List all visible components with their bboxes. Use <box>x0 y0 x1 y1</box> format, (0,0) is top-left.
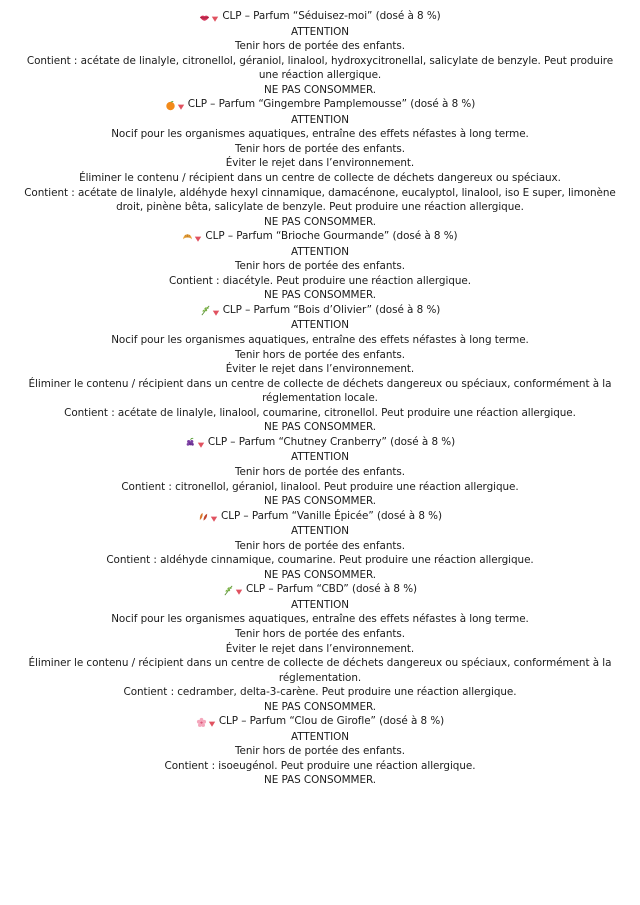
heading-icons <box>196 715 216 730</box>
triangle-down-icon <box>208 718 216 726</box>
contains-statement: Contient : aldéhyde cinnamique, coumarine. Peut produire une réaction allergique. <box>106 554 534 567</box>
hazard-statement: Tenir hors de portée des enfants. <box>234 348 406 361</box>
contains-statement: Contient : isoeugénol. Peut produire une réaction allergique. <box>164 759 476 772</box>
section-heading-text: CLP – Parfum “Vanille Épicée” (dosé à 8 %) <box>221 509 442 522</box>
hazard-statement: Tenir hors de portée des enfants. <box>234 539 406 552</box>
hazard-statement: Nocif pour les organismes aquatiques, entraîne des effets néfastes à long terme. <box>111 613 529 626</box>
hazard-statement: Tenir hors de portée des enfants. <box>234 260 406 273</box>
hazard-statement: Éliminer le contenu / récipient dans un centre de collecte de déchets dangereux ou spéciaux, conformément à la réglementation. <box>28 657 612 684</box>
signal-word: ATTENTION <box>290 598 350 611</box>
heading-icons <box>182 230 202 245</box>
do-not-consume-notice: NE PAS CONSOMMER. <box>263 774 377 787</box>
do-not-consume-notice: NE PAS CONSOMMER. <box>263 421 377 434</box>
contains-statement: Contient : diacétyle. Peut produire une réaction allergique. <box>168 274 471 287</box>
heading-icons <box>199 10 219 25</box>
heading-icons <box>198 510 218 525</box>
contains-statement: Contient : cedramber, delta-3-carène. Peut produire une réaction allergique. <box>123 686 517 699</box>
clp-section <box>18 9 622 97</box>
section-heading <box>18 97 622 113</box>
clp-section <box>18 435 622 509</box>
contains-statement: Contient : acétate de linalyle, linalool, coumarine, citronellol. Peut produire une réaction allergique. <box>64 406 576 419</box>
signal-word: ATTENTION <box>290 113 350 126</box>
section-heading-text: CLP – Parfum “Chutney Cranberry” (dosé à 8 %) <box>207 435 456 448</box>
heading-icons <box>165 98 185 113</box>
lips-icon <box>199 12 210 23</box>
orange-icon <box>165 100 176 111</box>
signal-word: ATTENTION <box>290 25 350 38</box>
do-not-consume-notice: NE PAS CONSOMMER. <box>263 83 377 96</box>
heading-icons <box>200 304 220 319</box>
hazard-statement: Tenir hors de portée des enfants. <box>234 745 406 758</box>
section-heading <box>18 229 622 245</box>
contains-statement: Contient : acétate de linalyle, aldéhyde hexyl cinnamique, damacénone, eucalyptol, linalool, iso E super, limonène droit, pinène bêta, salicylate de benzyle. Peut produire une réaction allergique. <box>24 186 616 214</box>
triangle-down-icon <box>235 586 243 594</box>
section-heading <box>18 435 622 451</box>
document-body <box>18 9 622 788</box>
hazard-statement: Tenir hors de portée des enfants. <box>234 142 406 155</box>
clp-section <box>18 229 622 303</box>
section-heading <box>18 582 622 598</box>
triangle-down-icon <box>211 13 219 21</box>
section-heading-text: CLP – Parfum “Brioche Gourmande” (dosé à 8 %) <box>205 230 458 243</box>
do-not-consume-notice: NE PAS CONSOMMER. <box>263 700 377 713</box>
do-not-consume-notice: NE PAS CONSOMMER. <box>263 495 377 508</box>
hazard-statement: Tenir hors de portée des enfants. <box>234 465 406 478</box>
hazard-statement: Éliminer le contenu / récipient dans un centre de collecte de déchets dangereux ou spéciaux, conformément à la réglementation locale. <box>28 377 612 405</box>
heading-icons <box>223 583 243 598</box>
section-heading-text: CLP – Parfum “CBD” (dosé à 8 %) <box>245 583 418 596</box>
herb-icon <box>223 585 234 596</box>
triangle-down-icon <box>210 513 218 521</box>
section-heading-text: CLP – Parfum “Clou de Girofle” (dosé à 8 %) <box>218 715 445 728</box>
triangle-down-icon <box>212 307 220 315</box>
signal-word: ATTENTION <box>290 730 350 743</box>
do-not-consume-notice: NE PAS CONSOMMER. <box>263 568 377 581</box>
do-not-consume-notice: NE PAS CONSOMMER. <box>263 215 377 228</box>
clp-section <box>18 582 622 714</box>
signal-word: ATTENTION <box>290 245 350 258</box>
grapes-icon <box>185 437 196 448</box>
hazard-statement: Éviter le rejet dans l’environnement. <box>225 363 415 376</box>
hazard-statement: Tenir hors de portée des enfants. <box>234 627 406 640</box>
hazard-statement: Nocif pour les organismes aquatiques, entraîne des effets néfastes à long terme. <box>111 128 529 141</box>
clp-section <box>18 714 622 788</box>
section-heading-text: CLP – Parfum “Gingembre Pamplemousse” (dosé à 8 %) <box>187 98 476 111</box>
signal-word: ATTENTION <box>290 525 350 538</box>
signal-word: ATTENTION <box>290 451 350 464</box>
hazard-statement: Éviter le rejet dans l’environnement. <box>225 157 415 170</box>
section-heading <box>18 303 622 319</box>
hazard-statement: Tenir hors de portée des enfants. <box>234 40 406 53</box>
triangle-down-icon <box>177 101 185 109</box>
section-heading <box>18 714 622 730</box>
triangle-down-icon <box>197 439 205 447</box>
section-heading-text: CLP – Parfum “Séduisez-moi” (dosé à 8 %) <box>222 10 441 22</box>
leaves-icon <box>198 511 209 522</box>
signal-word: ATTENTION <box>290 319 350 332</box>
hazard-statement: Éliminer le contenu / récipient dans un centre de collecte de déchets dangereux ou spéciaux. <box>79 172 561 185</box>
do-not-consume-notice: NE PAS CONSOMMER. <box>263 289 377 302</box>
contains-statement: Contient : acétate de linalyle, citronellol, géraniol, linalool, hydroxycitronellal, salicylate de benzyle. Peut produire une réaction allergique. <box>26 54 614 82</box>
triangle-down-icon <box>194 233 202 241</box>
clp-section <box>18 303 622 435</box>
contains-statement: Contient : citronellol, géraniol, linalool. Peut produire une réaction allergique. <box>121 480 519 493</box>
herb-icon <box>200 305 211 316</box>
clp-section <box>18 97 622 229</box>
croissant-icon <box>182 232 193 243</box>
hazard-statement: Éviter le rejet dans l’environnement. <box>225 642 415 655</box>
section-heading <box>18 9 622 25</box>
hazard-statement: Nocif pour les organismes aquatiques, entraîne des effets néfastes à long terme. <box>111 334 529 347</box>
section-heading-text: CLP – Parfum “Bois d’Olivier” (dosé à 8 %) <box>222 303 441 316</box>
heading-icons <box>185 436 205 451</box>
clp-section <box>18 509 622 583</box>
blossom-icon <box>196 717 207 728</box>
section-heading <box>18 509 622 525</box>
